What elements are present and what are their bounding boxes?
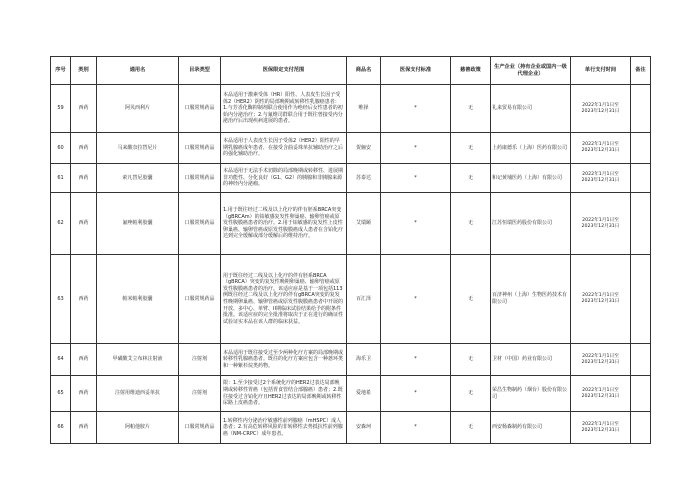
cell-policy: 无: [451, 164, 491, 193]
cell-scope: 本品适用于既往接受过至少两种化疗方案的局部晚期或转移性乳腺癌患者。既往的化疗方案应包含一种蒽环类和一种紫杉烷类药物。: [221, 344, 347, 376]
header-scope: 医保限定支付范围: [221, 57, 347, 85]
cell-remarks: [631, 193, 651, 255]
cell-manufacturer: 百济神州（上海）生物医药技术有限公司: [491, 255, 571, 344]
cell-manufacturer: 荣昌生物制药（烟台）股份有限公司: [491, 376, 571, 412]
date-start: 2022年1月1日至: [582, 293, 619, 298]
cell-policy: 无: [451, 344, 491, 376]
cell-brand: 艾瑞颐: [347, 193, 381, 255]
table-row: [51, 164, 651, 193]
cell-category: 西药: [71, 412, 97, 444]
cell-policy: 无: [451, 376, 491, 412]
cell-remarks: [631, 85, 651, 133]
cell-payment-standard: *: [381, 255, 451, 344]
date-end: 2023年12月31日: [581, 148, 620, 153]
cell-payment-standard: *: [381, 85, 451, 133]
cell-category: 西药: [71, 255, 97, 344]
cell-category: 西药: [71, 344, 97, 376]
table-row: [51, 376, 651, 412]
cell-single-pay-date: [571, 344, 631, 376]
cell-single-pay-date: [571, 133, 631, 164]
cell-generic-name: 马来酸奈拉替尼片: [97, 133, 179, 164]
cell-payment-standard: *: [381, 164, 451, 193]
cell-generic-name: 阿帕他胺片: [97, 412, 179, 444]
date-end: 2023年12月31日: [581, 108, 620, 114]
table-row: [51, 255, 651, 344]
cell-brand: 苏泰达: [347, 164, 381, 193]
cell-policy: 无: [451, 412, 491, 444]
cell-catalog-type: 口服常规药品: [179, 85, 221, 133]
date-start: 2022年1月1日至: [582, 421, 619, 427]
cell-manufacturer: 卫材（中国）药业有限公司: [491, 344, 571, 376]
header-row: [51, 57, 651, 85]
cell-single-pay-date: [571, 255, 631, 344]
header-single-pay-date: 单行支付时间: [571, 57, 631, 85]
cell-catalog-type: 口服常规药品: [179, 412, 221, 444]
date-end: 2023年12月31日: [581, 299, 620, 304]
cell-payment-standard: *: [381, 376, 451, 412]
cell-payment-standard: *: [381, 344, 451, 376]
cell-seq: 60: [51, 133, 71, 164]
cell-manufacturer: 西安杨森制药有限公司: [491, 412, 571, 444]
cell-catalog-type: 口服常规药品: [179, 193, 221, 255]
cell-remarks: [631, 412, 651, 444]
cell-brand: 海乐卫: [347, 344, 381, 376]
cell-generic-name: 阿贝西利片: [97, 85, 179, 133]
cell-policy: 无: [451, 85, 491, 133]
cell-generic-name: 帕米帕利胶囊: [97, 255, 179, 344]
cell-seq: 63: [51, 255, 71, 344]
header-policy: 慈善政策: [451, 57, 491, 85]
cell-remarks: [631, 133, 651, 164]
header-brand: 商品名: [347, 57, 381, 85]
cell-catalog-type: 注射剂: [179, 344, 221, 376]
table-row: [51, 85, 651, 133]
drug-table: [50, 56, 651, 444]
cell-generic-name: 注射用维迪西妥单抗: [97, 376, 179, 412]
cell-scope: 本品适用于无法手术切除的局部晚期或转移性、进展期非功能性、分化良好（G1、G2）的胰腺和非胰腺来源的神经内分泌瘤。: [221, 164, 347, 193]
cell-generic-name: 氟唑帕利胶囊: [97, 193, 179, 255]
table-row: [51, 344, 651, 376]
date-end: 2023年12月31日: [581, 359, 620, 365]
header-seq: 序号: [51, 57, 71, 85]
cell-remarks: [631, 255, 651, 344]
header-generic-name: 通用名: [97, 57, 179, 85]
cell-brand: 贺俪安: [347, 133, 381, 164]
cell-seq: 66: [51, 412, 71, 444]
date-end: 2023年12月31日: [581, 178, 620, 183]
cell-catalog-type: 口服常规药品: [179, 255, 221, 344]
cell-catalog-type: 口服常规药品: [179, 164, 221, 193]
cell-brand: 唯择: [347, 85, 381, 133]
date-end: 2023年12月31日: [581, 427, 620, 433]
cell-single-pay-date: [571, 193, 631, 255]
cell-scope: 限：1.至少接受过2个系统化疗的HER2过表达局部晚期或转移性胃癌（包括胃食管结合部腺癌）患者；2.既往接受过含铂化疗且HER2过表达的局部晚期或转移性尿路上皮癌患者。: [221, 376, 347, 412]
cell-category: 西药: [71, 133, 97, 164]
cell-scope: 1.转移性内分泌治疗敏感性前列腺癌（mHSPC）成人患者；2.有高危转移风险的非转移性去势抵抗性前列腺癌（NM-CRPC）成年患者。: [221, 412, 347, 444]
date-start: 2022年1月1日至: [582, 102, 619, 108]
cell-seq: 59: [51, 85, 71, 133]
date-end: 2023年12月31日: [581, 393, 620, 399]
cell-catalog-type: 口服常规药品: [179, 133, 221, 164]
cell-policy: 无: [451, 255, 491, 344]
cell-manufacturer: 上药康德乐（上海）医药有限公司: [491, 133, 571, 164]
cell-payment-standard: *: [381, 412, 451, 444]
cell-single-pay-date: [571, 85, 631, 133]
header-catalog-type: 目录类型: [179, 57, 221, 85]
cell-policy: 无: [451, 193, 491, 255]
cell-category: 西药: [71, 193, 97, 255]
header-category: 类别: [71, 57, 97, 85]
header-remarks: 备注: [631, 57, 651, 85]
cell-generic-name: 甲磺酸艾立布林注射液: [97, 344, 179, 376]
cell-catalog-type: 注射剂: [179, 376, 221, 412]
cell-brand: 安森珂: [347, 412, 381, 444]
table-row: [51, 193, 651, 255]
cell-payment-standard: *: [381, 133, 451, 164]
cell-single-pay-date: [571, 376, 631, 412]
cell-single-pay-date: [571, 412, 631, 444]
date-start: 2022年1月1日至: [582, 353, 619, 359]
cell-payment-standard: *: [381, 193, 451, 255]
cell-remarks: [631, 344, 651, 376]
cell-seq: 61: [51, 164, 71, 193]
cell-category: 西药: [71, 85, 97, 133]
cell-manufacturer: 和记黄埔医药（上海）有限公司: [491, 164, 571, 193]
header-payment-standard: 医保支付标准: [381, 57, 451, 85]
table-row: [51, 412, 651, 444]
cell-seq: 62: [51, 193, 71, 255]
cell-seq: 65: [51, 376, 71, 412]
cell-brand: 爱地希: [347, 376, 381, 412]
cell-remarks: [631, 164, 651, 193]
cell-generic-name: 索凡替尼胶囊: [97, 164, 179, 193]
table-row: [51, 133, 651, 164]
cell-scope: 本品适用于人表皮生长因子受体2（HER2）阳性的早期乳腺癌成年患者，在接受含曲妥珠单抗辅助治疗之后的强化辅助治疗。: [221, 133, 347, 164]
date-start: 2022年1月1日至: [582, 142, 619, 147]
date-start: 2022年1月1日至: [582, 387, 619, 393]
cell-scope: 1.用于既往经过二线及以上化疗的伴有胚系BRCA突变（gBRCAm）的铂敏感复发性卵巢癌、输卵管癌或原发性腹膜癌患者的治疗。2.用于铂敏感的复发性上皮性卵巢癌、输卵管癌或原发性腹膜癌成人患者在含铂化疗达到完全缓解或部分缓解后的维持治疗。: [221, 193, 347, 255]
cell-single-pay-date: [571, 164, 631, 193]
cell-brand: 百汇泽: [347, 255, 381, 344]
date-end: 2023年12月31日: [581, 223, 620, 229]
cell-policy: 无: [451, 133, 491, 164]
cell-category: 西药: [71, 376, 97, 412]
cell-category: 西药: [71, 164, 97, 193]
drug-list-sheet: [50, 56, 650, 444]
header-manufacturer: 生产企业（持有企业或国内一级代理企业）: [491, 57, 571, 85]
date-start: 2022年1月1日至: [582, 217, 619, 223]
cell-remarks: [631, 376, 651, 412]
cell-manufacturer: 江苏恒瑞医药股份有限公司: [491, 193, 571, 255]
cell-seq: 64: [51, 344, 71, 376]
cell-scope: 本品适用于激素受体（HR）阳性、人表皮生长因子受体2（HER2）阴性的局部晚期或转移性乳腺癌患者：1.与芳香化酶抑制剂联合使用作为绝经后女性患者的初始内分泌治疗；2.与氟维司群联合用于既往曾接受内分泌治疗后出现疾病进展的患者。: [221, 85, 347, 133]
date-start: 2022年1月1日至: [582, 172, 619, 177]
cell-scope: 用于既往经过二线及以上化疗的伴有胚系BRCA（gBRCA）突变的复发性晚期卵巢癌、输卵管癌或原发性腹膜癌患者的治疗。该适应症是基于一项包括113例既往经过二线及以上化疗的伴有gBRCA突变的复发性晚期卵巢癌、输卵管癌或原发性腹膜癌患者中开展的开放、多中心、单臂、II期临床试验结果给予的附条件批准。该适应症的完全批准将取决于正在进行的确证性试验证实本品在该人群的临床获益。: [221, 255, 347, 344]
cell-manufacturer: 礼来贸易有限公司: [491, 85, 571, 133]
